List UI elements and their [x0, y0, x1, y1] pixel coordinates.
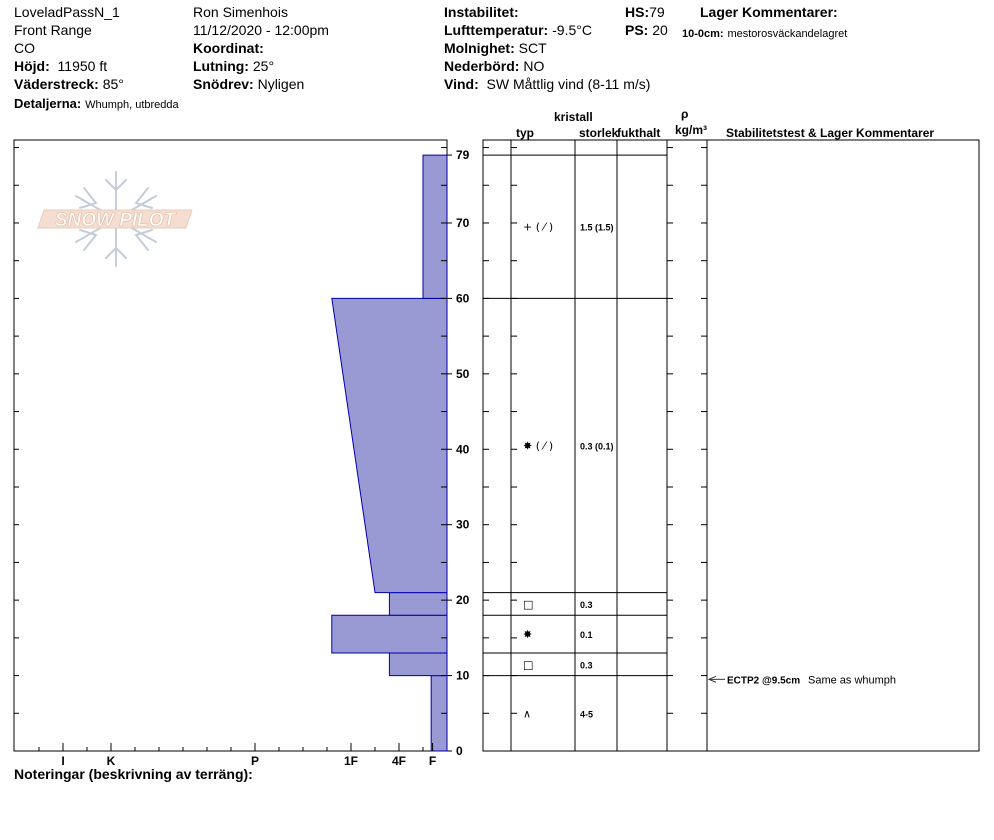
grain-type-3: ✸	[523, 628, 533, 642]
state-name: CO	[14, 40, 35, 56]
wind-value: SW Måttlig vind (8-11 m/s)	[486, 76, 651, 92]
site-name: LoveladPassN_1	[14, 4, 120, 20]
airtemp-label: Lufttemperatur:	[444, 22, 549, 38]
hardness-layers	[332, 155, 447, 751]
hardness-layer-4	[332, 298, 447, 592]
elevation-value: 11950 ft	[57, 58, 108, 74]
coord-label: Koordinat:	[193, 40, 264, 56]
test-comment-0: Same as whumph	[808, 674, 897, 687]
sky-value: SCT	[518, 40, 547, 56]
hardness-layer-5	[423, 155, 447, 298]
grain-type-2: □	[523, 597, 534, 611]
grain-size-1: 0.3 (0.1)	[580, 441, 614, 452]
depth-tick-label-7: 70	[456, 215, 470, 230]
depth-tick-label-5: 50	[456, 366, 470, 381]
grain-type-0: + ( ⁄ )	[523, 220, 554, 234]
drift-label: Snödrev:	[193, 76, 254, 92]
hs-label: HS:	[625, 4, 650, 20]
notes-label: Noteringar (beskrivning av terräng):	[14, 766, 253, 782]
depth-tick-label-3: 30	[456, 517, 470, 532]
hardness-layer-1	[389, 653, 447, 676]
hardness-axis	[39, 743, 436, 768]
snowpilot-logo	[38, 172, 192, 266]
hardness-tick-label-1: K	[106, 754, 116, 768]
grain-size-4: 0.3	[580, 660, 593, 671]
logo-text: SNOW PILOT	[54, 210, 176, 231]
ps-value: 20	[652, 22, 668, 38]
range-name: Front Range	[14, 22, 92, 38]
hardness-tick-label-5: F	[428, 754, 437, 768]
layer-comment-depth: 10-0cm:	[682, 28, 724, 40]
col-moisture: fukthalt	[617, 126, 661, 140]
wind-label: Vind:	[444, 76, 479, 92]
slope-label: Lutning:	[193, 58, 249, 74]
col-type: typ	[516, 126, 534, 140]
layer-rows	[523, 221, 614, 721]
precip-label: Nederbörd:	[444, 58, 520, 74]
hardness-tick-label-4: 4F	[391, 754, 407, 768]
stability-tests	[709, 674, 896, 686]
col-crystal: kristall	[554, 110, 593, 124]
elevation-label: Höjd:	[14, 58, 50, 74]
details-label: Detaljerna:	[14, 96, 82, 111]
layer-comment-text: mestorosväckandelagret	[727, 28, 848, 40]
col-stability: Stabilitetstest & Lager Kommentarer	[726, 126, 935, 140]
depth-tick-label-2: 20	[456, 593, 470, 608]
depth-tick-label-1: 10	[456, 668, 470, 683]
col-rho: ρ	[681, 107, 689, 121]
datetime: 11/12/2020 - 12:00pm	[193, 22, 329, 38]
ps-label: PS:	[625, 22, 649, 38]
grain-size-3: 0.1	[580, 630, 593, 641]
observer: Ron Simenhois	[193, 4, 288, 20]
drift-value: Nyligen	[257, 76, 305, 92]
layer-table-frame	[483, 140, 979, 751]
slope-value: 25°	[252, 58, 275, 74]
hardness-layer-3	[389, 593, 447, 616]
grain-type-4: □	[523, 658, 534, 672]
details-value: Whumph, utbredda	[85, 99, 179, 111]
aspect-label: Väderstreck:	[14, 76, 99, 92]
grain-size-2: 0.3	[580, 599, 593, 610]
layer-comments-label: Lager Kommentarer:	[700, 4, 838, 20]
depth-tick-label-6: 60	[456, 291, 470, 306]
test-code-0: ECTP2 @9.5cm	[727, 675, 801, 687]
precip-value: NO	[523, 58, 545, 74]
depth-tick-label-8: 79	[456, 148, 470, 163]
airtemp-value: -9.5°C	[552, 22, 592, 38]
hs-value: 79	[649, 4, 665, 20]
col-density-unit: kg/m³	[675, 123, 708, 137]
hardness-tick-label-2: P	[250, 754, 260, 768]
grain-size-5: 4-5	[580, 709, 594, 720]
grain-type-1: ✸ ( ⁄ )	[523, 439, 554, 453]
depth-tick-label-4: 40	[456, 442, 470, 457]
aspect-value: 85°	[102, 76, 124, 92]
col-size: storlek	[579, 126, 619, 140]
hardness-tick-label-0: I	[61, 754, 65, 768]
grain-size-0: 1.5 (1.5)	[580, 222, 614, 233]
left-ticks	[14, 148, 19, 714]
depth-tick-label-0: 0	[456, 744, 463, 758]
sky-label: Molnighet:	[444, 40, 515, 56]
instability-label: Instabilitet:	[444, 4, 519, 20]
hardness-tick-label-3: 1F	[343, 754, 359, 768]
hardness-layer-2	[332, 615, 447, 653]
grain-type-5: ∧	[523, 707, 532, 721]
